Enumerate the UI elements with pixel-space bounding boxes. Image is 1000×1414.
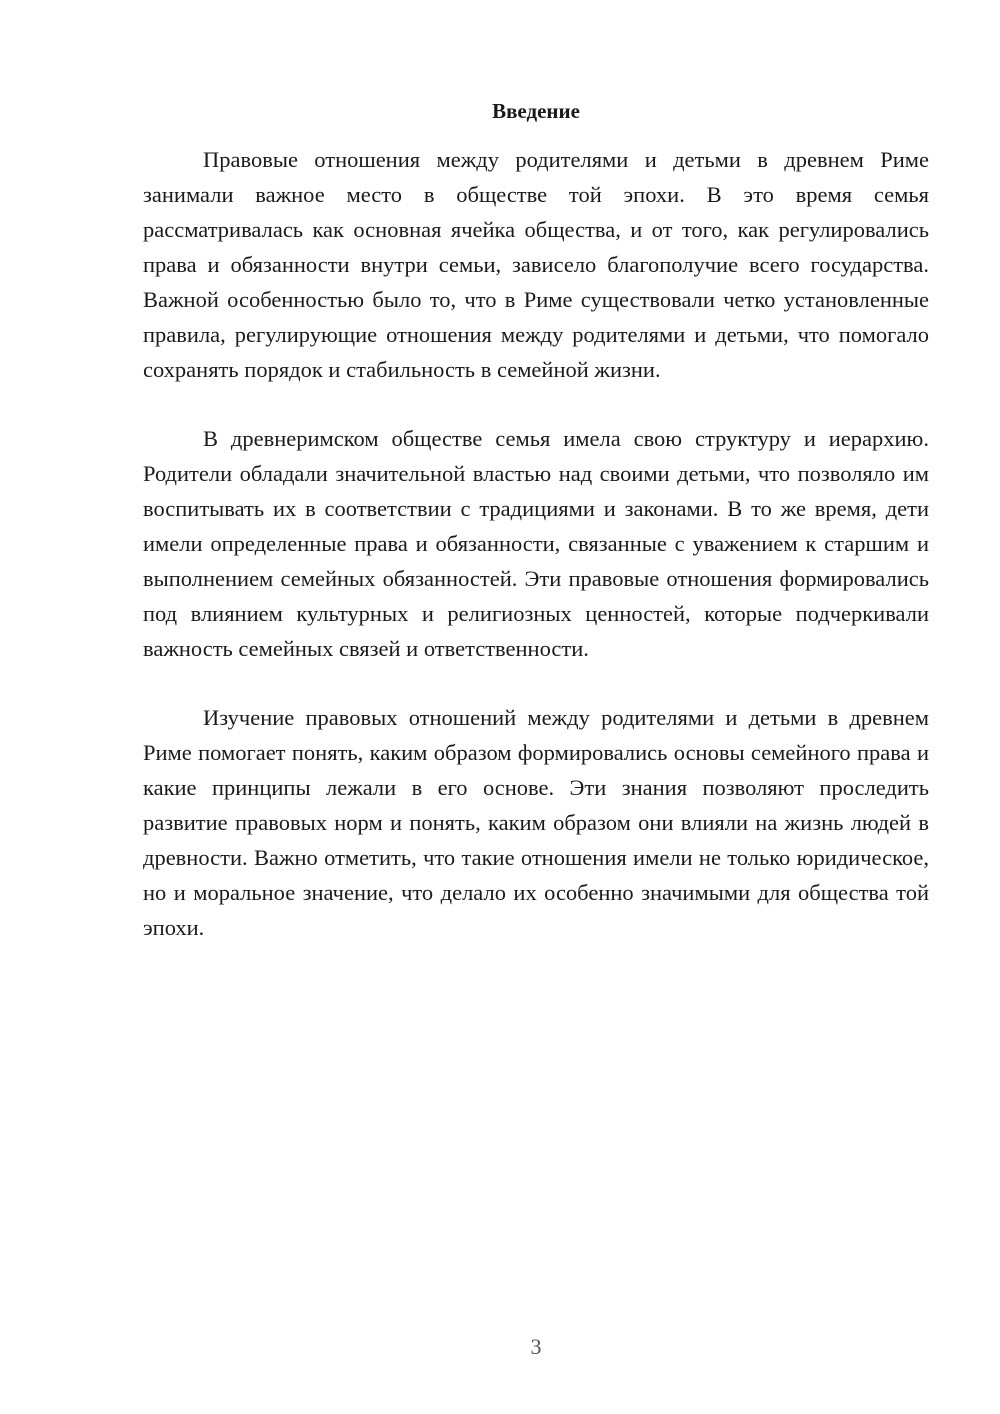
section-heading: Введение	[492, 99, 580, 123]
body-text	[143, 142, 929, 979]
paragraph-1: Правовые отношения между родителями и детьми в древнем Риме занимали важное место в обществе той эпохи. В это время семья рассматривалась как основная ячейка общества, и от того, как регулировались права и обязанности внутри семьи, зависело благополучие всего государства. Важной особенностью было то, что в Риме существовали четко установленные правила, регулирующие отношения между родителями и детьми, что помогало сохранять порядок и стабильность в семейной жизни.	[143, 147, 929, 382]
paragraph-2: В древнеримском обществе семья имела свою структуру и иерархию. Родители обладали значительной властью над своими детьми, что позволяло им воспитывать их в соответствии с традициями и законами. В то же время, дети имели определенные права и обязанности, связанные с уважением к старшим и выполнением семейных обязанностей. Эти правовые отношения формировались под влиянием культурных и религиозных ценностей, которые подчеркивали важность семейных связей и ответственности.	[143, 426, 929, 661]
paragraph-3: Изучение правовых отношений между родителями и детьми в древнем Риме помогает понять, каким образом формировались основы семейного права и какие принципы лежали в его основе. Эти знания позволяют проследить развитие правовых норм и понять, каким образом они влияли на жизнь людей в древности. Важно отметить, что такие отношения имели не только юридическое, но и моральное значение, что делало их особенно значимыми для общества той эпохи.	[143, 705, 929, 940]
page-number: 3	[530, 1334, 542, 1359]
